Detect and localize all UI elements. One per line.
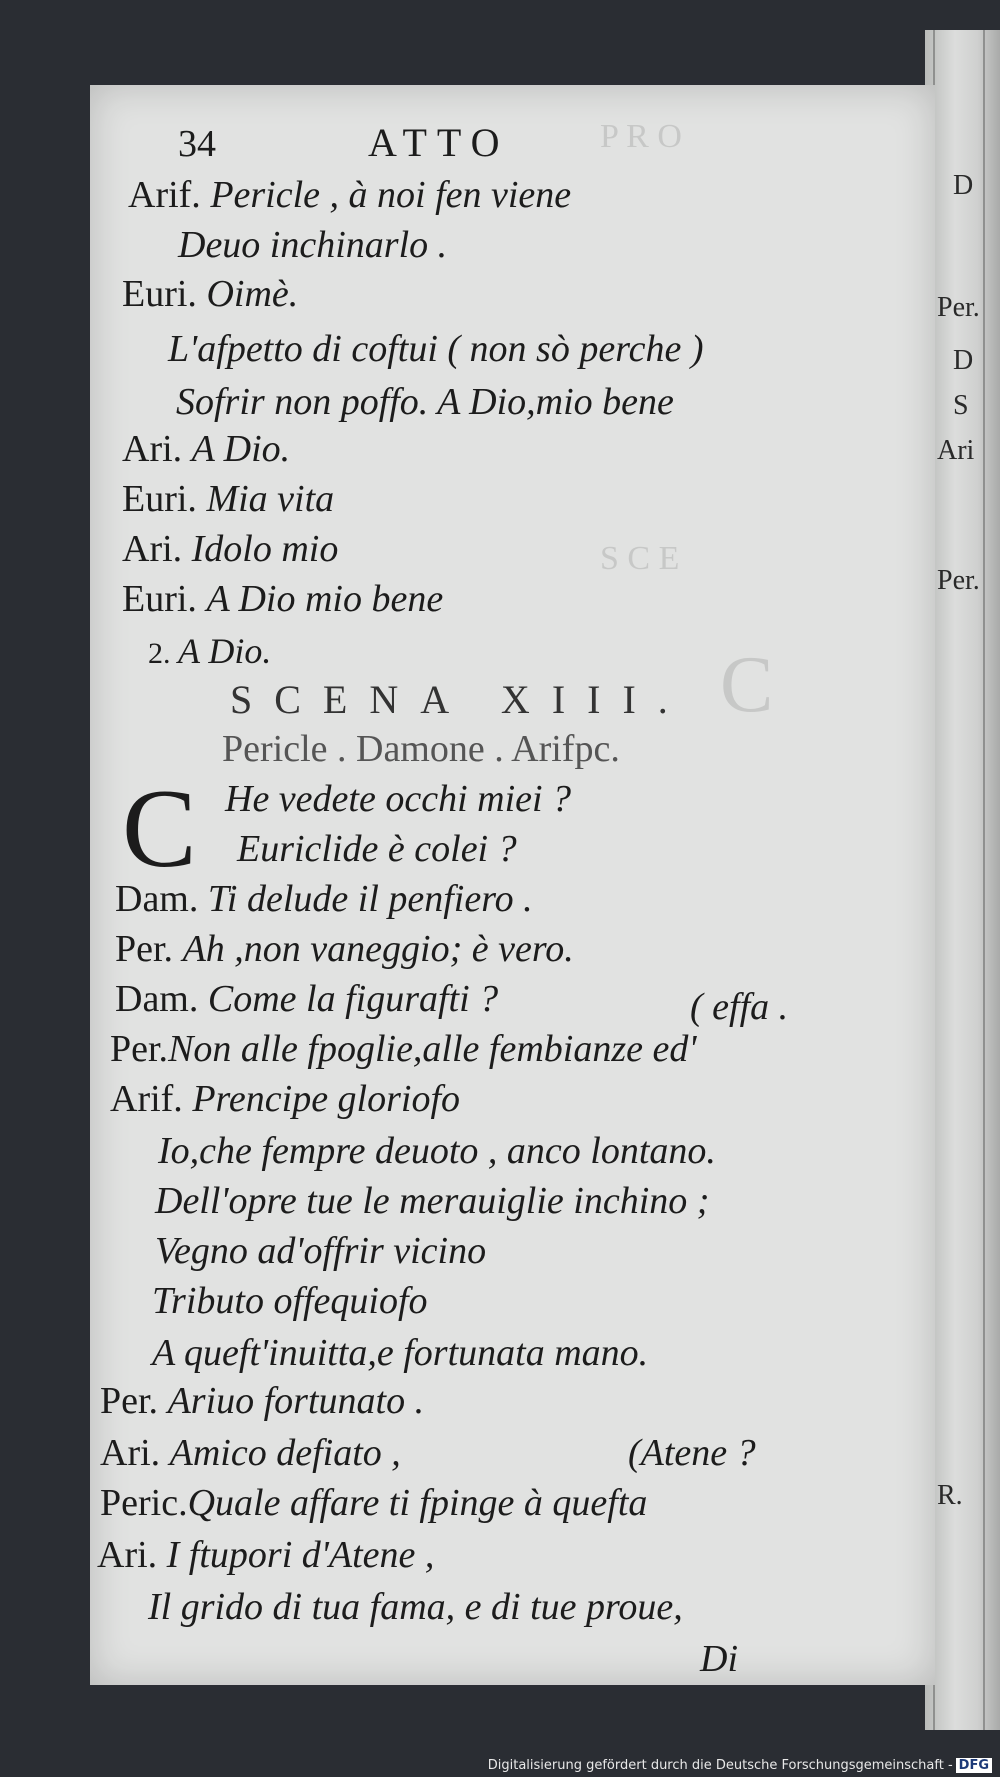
dialogue-line: Vegno ad'offrir vicino xyxy=(155,1230,487,1272)
dialogue-line: He vedete occhi miei ? xyxy=(225,778,572,820)
dialogue-line: Euri. A Dio mio bene xyxy=(122,578,444,620)
edge-fragment: R. xyxy=(937,1480,963,1511)
digitization-footer: Digitalisierung gefördert durch die Deutsche Forschungsgemeinschaft - DFG xyxy=(488,1758,992,1773)
dialogue-line: Ari. A Dio. xyxy=(122,428,291,470)
dialogue-line: L'afpetto di coftui ( non sò perche ) xyxy=(168,328,704,370)
show-through: S C E xyxy=(600,540,680,577)
page-number: 34 xyxy=(178,123,216,165)
edge-fragment: S xyxy=(953,390,969,421)
running-head: ATTO xyxy=(368,120,510,165)
dialogue-line: Per. Ariuo fortunato . xyxy=(100,1380,425,1422)
show-through: C xyxy=(720,641,774,729)
dialogue-line: Euriclide è colei ? xyxy=(237,828,517,870)
edge-fragment: Per. xyxy=(937,565,980,596)
dialogue-line: Ari. I ftupori d'Atene , xyxy=(97,1534,435,1576)
dialogue-line: Tributo offequiofo xyxy=(152,1280,428,1322)
show-through: P R O xyxy=(600,118,682,155)
dialogue-line: Io,che fempre deuoto , anco lontano. xyxy=(158,1130,716,1172)
edge-fragment: Ari xyxy=(937,435,975,466)
next-page-edge xyxy=(925,30,1000,1730)
dialogue-line: Sofrir non poffo. A Dio,mio bene xyxy=(176,381,674,423)
dialogue-overflow: ( effa . xyxy=(690,986,789,1028)
scene-characters: Pericle . Damone . Arifpc. xyxy=(222,728,620,770)
dialogue-line: Arif. Pericle , à noi fen viene xyxy=(128,174,572,216)
dialogue-line: 2. A Dio. xyxy=(148,631,272,671)
dialogue-overflow: (Atene ? xyxy=(628,1432,756,1474)
scene-title: SCENA XIII. xyxy=(230,677,690,722)
dialogue-line: Per.Non alle fpoglie,alle fembianze ed' xyxy=(110,1028,697,1070)
dialogue-line: Dam. Ti delude il penfiero . xyxy=(115,878,533,920)
dialogue-line: Per. Ah ,non vaneggio; è vero. xyxy=(115,928,574,970)
edge-line xyxy=(983,30,985,1730)
edge-fragment: D xyxy=(953,170,974,201)
dialogue-line: Deuo inchinarlo . xyxy=(178,224,448,266)
dialogue-line: Ari. Amico defiato , xyxy=(100,1432,401,1474)
catchword: Di xyxy=(700,1638,738,1680)
dfg-logo: DFG xyxy=(956,1758,992,1773)
edge-fragment: Per. xyxy=(937,292,980,323)
dialogue-line: Ari. Idolo mio xyxy=(122,528,339,570)
dialogue-line: Euri. Mia vita xyxy=(122,478,335,520)
drop-cap: C xyxy=(122,767,197,891)
dialogue-line: Il grido di tua fama, e di tue proue, xyxy=(148,1586,683,1628)
dialogue-line: Arif. Prencipe gloriofo xyxy=(110,1078,461,1120)
dialogue-line: A queft'inuitta,e fortunata mano. xyxy=(152,1332,649,1374)
dialogue-line: Euri. Oimè. xyxy=(122,273,299,315)
dialogue-line: Dell'opre tue le merauiglie inchino ; xyxy=(155,1180,710,1222)
dialogue-line: Peric.Quale affare ti fpinge à quefta xyxy=(100,1482,648,1524)
edge-fragment: D xyxy=(953,345,974,376)
dialogue-line: Dam. Come la figurafti ? xyxy=(115,978,499,1020)
